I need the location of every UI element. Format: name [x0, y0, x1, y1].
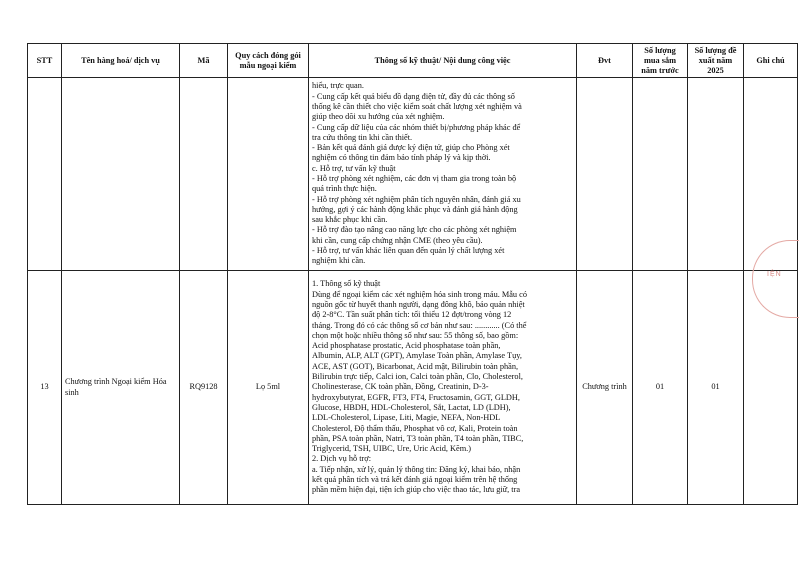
header-spec: Thông số kỹ thuật/ Nội dung công việc — [309, 44, 577, 78]
table-header-row — [28, 44, 798, 78]
spec-line: Bilirubin trực tiếp, Calci ion, Calci toàn phần, Clo, Cholesterol, — [312, 372, 523, 382]
spec-line: phần mềm hiện đại, tiện ích giúp cho việc thao tác, lưu giữ, tra — [312, 485, 521, 495]
cell-qty-prev: 01 — [633, 271, 688, 505]
header-stt: STT — [28, 44, 62, 78]
cell-spec — [309, 271, 577, 505]
spec-line: Albumin, ALP, ALT (GPT), Amylase Toàn phần, Amylase Tụy, — [312, 351, 522, 361]
spec-line: - Hỗ trợ, tư vấn khác liên quan đến quản lý chất lượng xét — [312, 246, 505, 256]
cell-unit — [577, 78, 633, 271]
spec-line: Cholesterol, Độ thẩm thấu, Phosphat vô cơ, Kali, Protein toàn — [312, 423, 518, 433]
spec-line: ACE, AST (GOT), Bicarbonat, Acid mật, Bilirubin toàn phần, — [312, 361, 519, 371]
cell-stt — [28, 78, 62, 271]
cell-qty-prop — [688, 78, 744, 271]
spec-line: nghiệm khi cần. — [312, 256, 366, 266]
spec-line: c. Hỗ trợ, tư vấn kỹ thuật — [312, 163, 396, 173]
spec-line: kết quả phân tích và trả kết đánh giá ngoại kiểm trên hệ thống — [312, 475, 518, 485]
spec-line: hướng, gợi ý các hành động khắc phục và đánh giá hành động — [312, 204, 518, 214]
cell-stt: 13 — [28, 271, 62, 505]
header-unit: Đvt — [577, 44, 633, 78]
cell-spec — [309, 78, 577, 271]
spec-line: sau khắc phục khi cần. — [312, 215, 388, 225]
header-qty-prop: Số lượng đề xuất năm 2025 — [688, 44, 744, 78]
spec-line: giúp theo dõi xu hướng của xét nghiệm. — [312, 112, 445, 122]
spec-line: quá trình thực hiện. — [312, 184, 377, 194]
cell-pack — [228, 78, 309, 271]
spec-line: - Hỗ trợ phòng xét nghiệm phân tích nguyên nhân, đánh giá xu — [312, 194, 521, 204]
cell-code — [180, 78, 228, 271]
spec-line: - Bản kết quả đánh giá được ký điện tử, giúp cho Phòng xét — [312, 143, 510, 153]
spec-line: khi cần, cung cấp chứng nhận CME (theo yêu cầu). — [312, 235, 483, 245]
spec-line: LDL-Cholesterol, Lipase, Liti, Magie, NEFA, Non-HDL — [312, 413, 501, 423]
spec-line: - Hỗ trợ phòng xét nghiệm, các đơn vị tham gia trong toàn bộ — [312, 174, 517, 183]
spec-line: thống kê cần thiết cho việc kiểm soát chất lượng xét nghiệm và — [312, 101, 522, 111]
spec-line: nghiệm có thông tin đảm bảo tính pháp lý và kịp thời. — [312, 153, 491, 163]
cell-goods: Chương trình Ngoại kiểm Hóa sinh — [62, 271, 180, 505]
stamp-text: IỆN — [767, 271, 782, 278]
spec-line: Dùng để ngoại kiểm các xét nghiệm hóa sinh trong máu. Mẫu có — [312, 289, 527, 299]
spec-line: 1. Thông số kỹ thuật — [312, 279, 381, 289]
cell-unit: Chương trình — [577, 271, 633, 505]
header-code: Mã — [180, 44, 228, 78]
spec-line: a. Tiếp nhận, xử lý, quản lý thông tin: Đăng ký, khai báo, nhận — [312, 464, 521, 474]
spec-line: - Cung cấp dữ liệu của các nhóm thiết bị/phương pháp khác để — [312, 122, 521, 132]
spec-line: hiểu, trực quan. — [312, 81, 364, 91]
spec-line: tháng. Trong đó có các thông số cơ bản như sau: ............ (Có thể — [312, 320, 527, 330]
spec-line: hydroxybutyrat, EGFR, FT3, FT4, Fructosamin, GGT, GLDH, — [312, 392, 520, 402]
header-note: Ghi chú — [744, 44, 798, 78]
table-row — [28, 78, 798, 271]
header-qty-prev: Số lượng mua sắm năm trước — [633, 44, 688, 78]
header-pack: Quy cách đóng gói mẫu ngoại kiểm — [228, 44, 309, 78]
cell-goods — [62, 78, 180, 271]
cell-qty-prop: 01 — [688, 271, 744, 505]
cell-qty-prev — [633, 78, 688, 271]
cell-pack: Lọ 5ml — [228, 271, 309, 505]
spec-line: - Hỗ trợ đào tạo nâng cao năng lực cho các phòng xét nghiệm — [312, 225, 517, 235]
header-goods: Tên hàng hoá/ dịch vụ — [62, 44, 180, 78]
spec-line: chọn một hoặc nhiều thông số như sau: 55 thông số, bao gồm: — [312, 330, 519, 340]
spec-line: Glucose, HBDH, HDL-Cholesterol, Sắt, Lactat, LD (LDH), — [312, 402, 511, 412]
procurement-spec-table — [27, 43, 798, 505]
spec-line: độ 2-8°C. Tần suất phân tích: tối thiểu 12 đợt/trong vòng 12 — [312, 310, 512, 320]
spec-line: phần, PSA toàn phần, Natri, T3 toàn phần, T4 toàn phần, TIBC, — [312, 433, 524, 443]
spec-line: Acid phosphatase prostatic, Acid phosphatase toàn phần, — [312, 341, 501, 351]
cell-code: RQ9128 — [180, 271, 228, 505]
spec-line: - Cung cấp kết quả biểu đồ dạng điện tử, đầy đủ các thông số — [312, 91, 515, 101]
spec-line: tra cứu thông tin khi cần thiết. — [312, 132, 413, 142]
spec-line: Cholinesterase, CK toàn phần, Đồng, Creatinin, D-3- — [312, 382, 489, 392]
spec-line: nguồn gốc từ huyết thanh người, dạng đông khô, bảo quản nhiệt — [312, 299, 525, 309]
spec-line: 2. Dịch vụ hỗ trợ: — [312, 454, 372, 464]
table-row — [28, 271, 798, 505]
spec-line: Triglycerid, TSH, UIBC, Ure, Uric Acid, Kẽm.) — [312, 444, 472, 454]
